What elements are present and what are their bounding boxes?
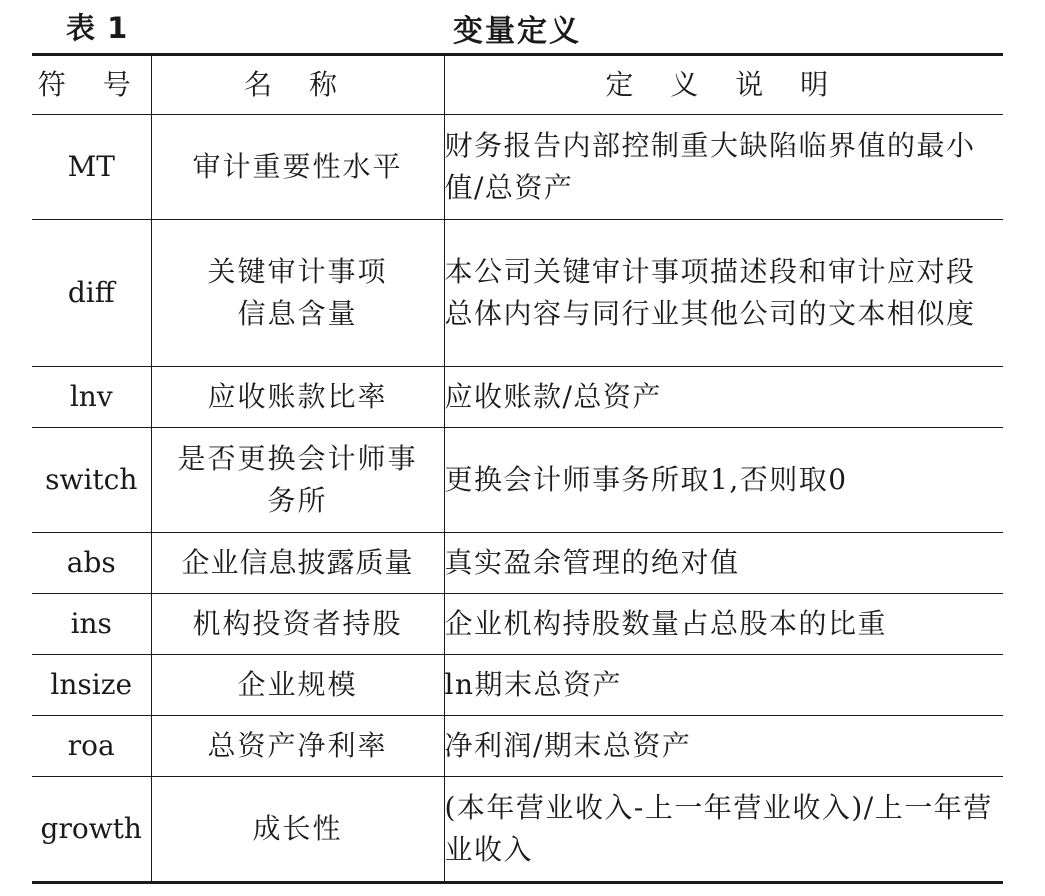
- row-definition: ln期末总资产: [444, 655, 1003, 716]
- row-symbol: MT: [32, 115, 151, 220]
- table-row: [32, 115, 1003, 220]
- row-symbol: abs: [32, 533, 151, 594]
- row-symbol: lnv: [32, 367, 151, 428]
- header-definition: 定 义 说 明: [444, 55, 1003, 115]
- row-symbol: ins: [32, 594, 151, 655]
- header-row: [32, 55, 1003, 115]
- table-row: [32, 367, 1003, 428]
- table-title: 变量定义: [453, 14, 581, 49]
- row-name: 关键审计事项信息含量: [151, 220, 444, 367]
- row-symbol: growth: [40, 812, 142, 845]
- row-symbol: switch: [32, 428, 151, 533]
- table-caption: [32, 0, 1002, 52]
- row-definition: (本年营业收入-上一年营业收入)/上一年营业收入: [444, 777, 1003, 883]
- row-definition: 真实盈余管理的绝对值: [444, 533, 1003, 594]
- table-number: 表 1: [66, 11, 129, 45]
- row-name: 成长性: [151, 777, 444, 883]
- row-name: 总资产净利率: [151, 716, 444, 777]
- row-symbol: lnsize: [32, 655, 151, 716]
- row-definition: 更换会计师事务所取1,否则取0: [444, 428, 1003, 533]
- row-name: 审计重要性水平: [151, 115, 444, 220]
- table-row: [32, 716, 1003, 777]
- table-row: [32, 220, 1003, 367]
- row-definition: 本公司关键审计事项描述段和审计应对段总体内容与同行业其他公司的文本相似度: [444, 220, 1003, 367]
- row-name: 企业规模: [151, 655, 444, 716]
- row-definition: 企业机构持股数量占总股本的比重: [444, 594, 1003, 655]
- table-row: [32, 594, 1003, 655]
- variable-definition-table: [32, 53, 1003, 884]
- header-name: 名 称: [151, 55, 444, 115]
- row-symbol: roa: [32, 716, 151, 777]
- header-symbol: 符 号: [32, 55, 151, 115]
- row-name: 应收账款比率: [151, 367, 444, 428]
- row-definition: 财务报告内部控制重大缺陷临界值的最小值/总资产: [444, 115, 1003, 220]
- row-name: 机构投资者持股: [151, 594, 444, 655]
- row-name: 是否更换会计师事务所: [151, 428, 444, 533]
- table-row: [32, 428, 1003, 533]
- row-definition: 应收账款/总资产: [444, 367, 1003, 428]
- table-row: [32, 533, 1003, 594]
- table-row: [32, 655, 1003, 716]
- row-symbol: diff: [32, 220, 151, 367]
- row-name: 企业信息披露质量: [151, 533, 444, 594]
- table-row: [32, 777, 1003, 883]
- row-definition: 净利润/期末总资产: [444, 716, 1003, 777]
